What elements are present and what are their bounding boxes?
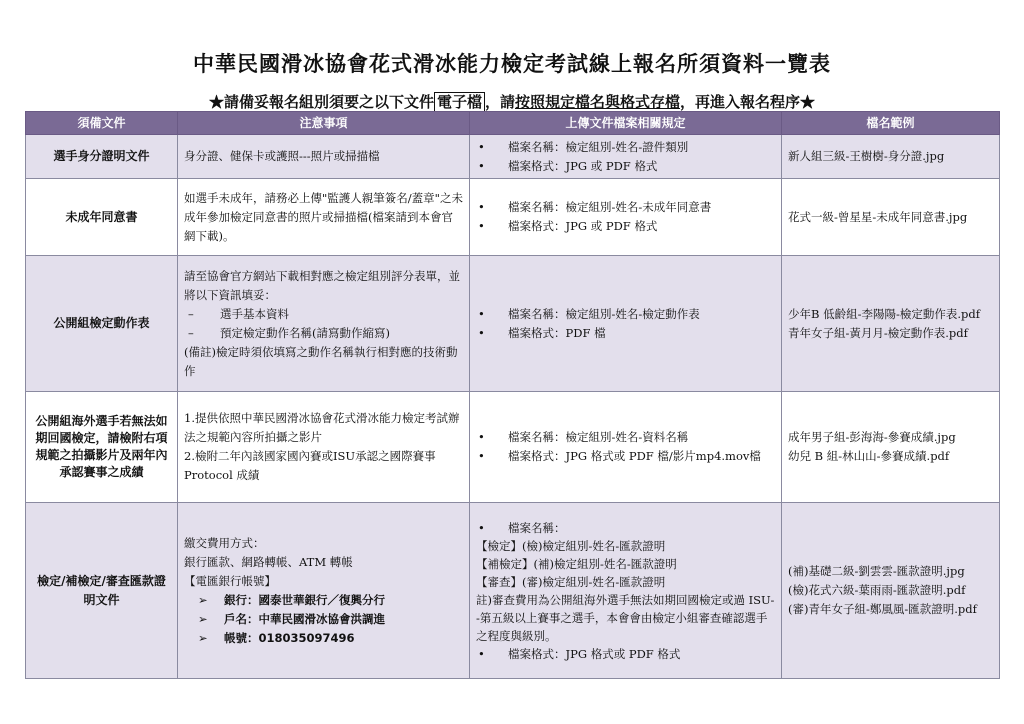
table-row <box>26 179 1000 256</box>
row-notes <box>178 503 470 679</box>
header-notes: 注意事項 <box>178 112 470 135</box>
row-examples <box>782 135 1000 179</box>
row-rules <box>470 503 782 679</box>
notes-item: 1.提供依照中華民國滑冰協會花式滑冰能力檢定考試辦法之規範內容所拍攝之影片 <box>184 411 460 444</box>
rule-item: • 檔案名稱：檢定組別-姓名-未成年同意書 <box>476 198 775 217</box>
row-examples <box>782 179 1000 256</box>
notes-remark: (備註)檢定時須依填寫之動作名稱執行相對應的技術動作 <box>184 344 458 378</box>
notes-intro: 請至協會官方網站下載相對應之檢定組別評分表單，並將以下資訊填妥： <box>184 268 460 302</box>
dash-mark: – <box>188 325 194 340</box>
notes-item: – 預定檢定動作名稱(請寫動作縮寫) <box>184 324 463 343</box>
table-row <box>26 392 1000 503</box>
bank-item: ➢ 戶名：中華民國滑冰協會洪調進 <box>184 610 463 629</box>
row-examples <box>782 503 1000 679</box>
header-examples: 檔名範例 <box>782 112 1000 135</box>
row-examples <box>782 392 1000 503</box>
row-doc: 檢定/補檢定/審查匯款證明文件 <box>26 503 178 679</box>
requirements-table <box>25 111 1000 679</box>
table-row <box>26 503 1000 679</box>
row-notes: 如選手未成年，請務必上傳"監護人親筆簽名/蓋章"之未成年參加檢定同意書的照片或掃描檔(檔案請到本會官網下載)。 <box>178 179 470 256</box>
rule-item: • 檔案名稱：檢定組別-姓名-證件類別 <box>476 138 775 157</box>
row-notes <box>178 392 470 503</box>
page-subtitle <box>0 91 1024 112</box>
notes-item: 2.檢附二年內該國家國內賽或ISU承認之國際賽事 Protocol 成績 <box>184 449 436 482</box>
rule-item: • 檔案名稱： <box>476 519 775 537</box>
example-item: (檢)花式六級-葉雨雨-匯款證明.pdf <box>788 583 966 597</box>
subtitle-mid: ，請 <box>484 93 515 111</box>
row-doc: 未成年同意書 <box>26 179 178 256</box>
page-title: 中華民國滑冰協會花式滑冰能力檢定考試線上報名所須資料一覽表 <box>193 51 831 76</box>
notes-line: 銀行匯款、網路轉帳、ATM 轉帳 <box>184 554 353 569</box>
example-item: 成年男子組-彭海海-參賽成績.jpg <box>788 430 956 444</box>
notes-line: 【電匯銀行帳號】 <box>184 573 276 588</box>
row-rules <box>470 392 782 503</box>
example-item: 少年B 低齡組-李陽陽-檢定動作表.pdf <box>788 306 981 321</box>
rule-item: • 檔案格式：JPG 格式或 PDF 檔/影片mp4.mov檔 <box>476 447 775 466</box>
example-item: (補)基礎二級-劉雲雲-匯款證明.jpg <box>788 564 965 578</box>
dash-mark: – <box>188 306 194 321</box>
example-item: 新人組三級-王樹樹-身分證.jpg <box>788 149 945 163</box>
arrow-icon: ➢ <box>198 630 208 645</box>
table-header-row <box>26 112 1000 135</box>
row-doc: 公開組海外選手若無法如期回國檢定，請檢附右項規範之拍攝影片及兩年內承認賽事之成績 <box>26 392 178 503</box>
rule-item: • 檔案格式：JPG 格式或 PDF 格式 <box>476 645 775 663</box>
notes-item: – 選手基本資料 <box>184 305 463 324</box>
row-notes <box>178 256 470 392</box>
example-item: 青年女子組-黃月月-檢定動作表.pdf <box>788 325 968 340</box>
row-notes: 身分證、健保卡或護照---照片或掃描檔 <box>178 135 470 179</box>
subtitle-pre: ★請備妥報名組別須要之以下文件 <box>208 93 434 111</box>
rule-line: 【補檢定】(補)檢定組別-姓名-匯款證明 <box>476 556 677 571</box>
rule-item: • 檔案格式：JPG 或 PDF 格式 <box>476 157 775 176</box>
table-row <box>26 256 1000 392</box>
notes-line: 繳交費用方式： <box>184 535 265 550</box>
rule-line: 【檢定】(檢)檢定組別-姓名-匯款證明 <box>476 538 666 553</box>
example-item: (審)青年女子組-鄭風風-匯款證明.pdf <box>788 602 977 616</box>
example-item: 花式一級-曾星星-未成年同意書.jpg <box>788 209 968 224</box>
subtitle-boxed: 電子檔 <box>434 92 485 112</box>
rule-item: • 檔案名稱：檢定組別-姓名-資料名稱 <box>476 428 775 447</box>
arrow-icon: ➢ <box>198 611 208 626</box>
row-examples <box>782 256 1000 392</box>
row-rules <box>470 179 782 256</box>
arrow-icon: ➢ <box>198 592 208 607</box>
rule-line: 【審查】(審)檢定組別-姓名-匯款證明 <box>476 574 666 589</box>
rule-item: • 檔案格式：JPG 或 PDF 格式 <box>476 217 775 236</box>
rule-note: 註)審查費用為公開組海外選手無法如期回國檢定或過 ISU--第五級以上賽事之選手，本會會由檢定小組審查確認選手之程度與級別。 <box>476 592 775 643</box>
row-rules <box>470 135 782 179</box>
subtitle-underlined: 按照規定檔名與格式存檔 <box>515 93 681 111</box>
bank-item: ➢ 銀行：國泰世華銀行／復興分行 <box>184 591 463 610</box>
header-rules: 上傳文件檔案相關規定 <box>470 112 782 135</box>
rule-item: • 檔案格式：PDF 檔 <box>476 324 775 343</box>
row-doc: 公開組檢定動作表 <box>26 256 178 392</box>
row-doc: 選手身分證明文件 <box>26 135 178 179</box>
subtitle-post: ，再進入報名程序★ <box>680 93 816 111</box>
table-row <box>26 135 1000 179</box>
example-item: 幼兒 B 組-林山山-參賽成績.pdf <box>788 449 950 463</box>
bank-item: ➢ 帳號：018035097496 <box>184 629 463 648</box>
header-doc: 須備文件 <box>26 112 178 135</box>
row-rules <box>470 256 782 392</box>
rule-item: • 檔案名稱：檢定組別-姓名-檢定動作表 <box>476 305 775 324</box>
